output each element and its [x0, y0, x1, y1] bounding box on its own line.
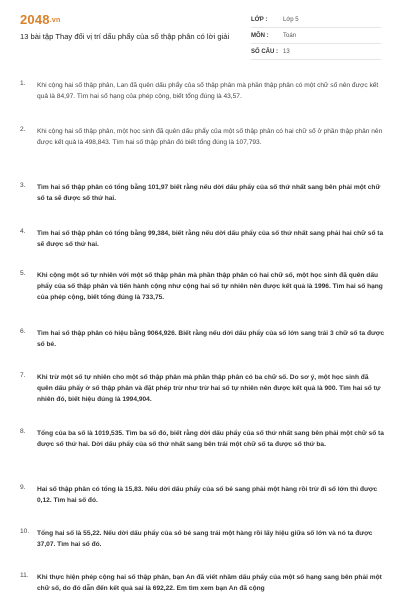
- question-text: Tìm hai số thập phân có tổng bằng 99,384, biết rằng nếu dời dấu phẩy của số thứ nhất sang phải hai chữ số ta sẽ được số thứ hai.: [37, 230, 384, 249]
- document-title: 13 bài tập Thay đổi vị trí dấu phẩy của số thập phân có lời giải: [20, 32, 230, 41]
- question-text: Khi cộng một số tự nhiên với một số thập phân mà phần thập phân có hai chữ số, một học sinh đã quên dấu phẩy của số thập phân và tiến hành cộng như cộng hai số tự nhiên nên được kết quả là 1996. Tìm hai số hạng của phép cộng, biết tổng đúng là 733,75.: [37, 272, 383, 302]
- meta-row-grade: [251, 12, 381, 28]
- document-meta: [251, 12, 381, 60]
- question-number: 4.: [20, 228, 26, 235]
- question-text: Tổng hai số là 55,22. Nếu dời dấu phẩy của số bé sang trái một hàng rồi lấy hiệu giữa số lớn và nó ta được 37,07. Tìm hai số đó.: [37, 530, 373, 549]
- question-number: 3.: [20, 182, 26, 189]
- question-number: 7.: [20, 372, 26, 379]
- meta-row-count: [251, 44, 381, 60]
- question-number: 9.: [20, 484, 26, 491]
- meta-row-subject: [251, 28, 381, 44]
- question-number: 2.: [20, 126, 26, 133]
- question-number: 11.: [20, 572, 29, 579]
- question-text: Khi trừ một số tự nhiên cho một số thập phân mà phần thập phân có ba chữ số. Do sơ ý, một học sinh đã quên dấu phẩy ở số thập phân và đặt phép trừ như trừ hai số tự nhiên nên được kết quả là 900. Tìm hai số tự nhiên đó, biết hiệu đúng là 1994,904.: [37, 374, 381, 404]
- site-logo[interactable]: [20, 12, 60, 27]
- question-text: Tìm hai số thập phân có hiệu bằng 9064,926. Biết rằng nếu dời dấu phẩy của số lớn sang trái 3 chữ số ta được số bé.: [37, 330, 385, 349]
- question-text: Hai số thập phân có tổng là 15,83. Nếu dời dấu phẩy của số bé sang phải một hàng rồi trừ đi số lớn thì được 0,12. Tìm hai số đó.: [37, 486, 378, 505]
- meta-value: Lớp 5: [283, 16, 299, 23]
- meta-value: 13: [283, 48, 290, 55]
- logo-text: 2048: [20, 12, 50, 27]
- question-text: Khi cộng hai số thập phân, một học sinh đã quên dấu phẩy của một số thập phân có hai chữ số ở phần thập phân nên được kết quả là 498,843. Tìm hai số thập phân đó biết tổng đúng là 107,793.: [37, 128, 383, 147]
- question-text: Khi cộng hai số thập phân, Lan đã quên dấu phẩy của số thập phân mà phần thập phân có một chữ số nên được kết quả là 84,97. Tìm hai số hạng của phép cộng, biết tổng đúng là 43,57.: [37, 82, 379, 101]
- question-number: 6.: [20, 328, 26, 335]
- question-number: 5.: [20, 270, 26, 277]
- question-number: 1.: [20, 80, 26, 87]
- question-text: Khi thực hiện phép cộng hai số thập phân, bạn An đã viết nhầm dấu phẩy của một số hạng sang bên phải một chữ số, do đó dẫn đến kết quả sai là 692,22. Em tìm xem bạn An đã cộng: [37, 574, 382, 593]
- meta-label: SỐ CÂU :: [251, 48, 278, 55]
- meta-value: Toán: [283, 32, 297, 39]
- document-header: [0, 0, 400, 64]
- logo-suffix: .vn: [49, 17, 61, 24]
- question-text: Tổng của ba số là 1019,535. Tìm ba số đó, biết rằng dời dấu phẩy của số thứ nhất sang bên phải một chữ số ta được số thứ hai. Dời dấu phẩy của số thứ nhất sang bên trái một chữ số ta được số thứ ba.: [37, 430, 384, 449]
- meta-label: MÔN :: [251, 32, 269, 39]
- question-number: 8.: [20, 428, 26, 435]
- question-text: Tìm hai số thập phân có tổng bằng 101,97 biết rằng nếu dời dấu phẩy của số thứ nhất sang bên phải một chữ số ta sẽ được số thứ hai.: [37, 184, 381, 203]
- question-number: 10.: [20, 528, 30, 535]
- meta-label: LỚP :: [251, 16, 268, 23]
